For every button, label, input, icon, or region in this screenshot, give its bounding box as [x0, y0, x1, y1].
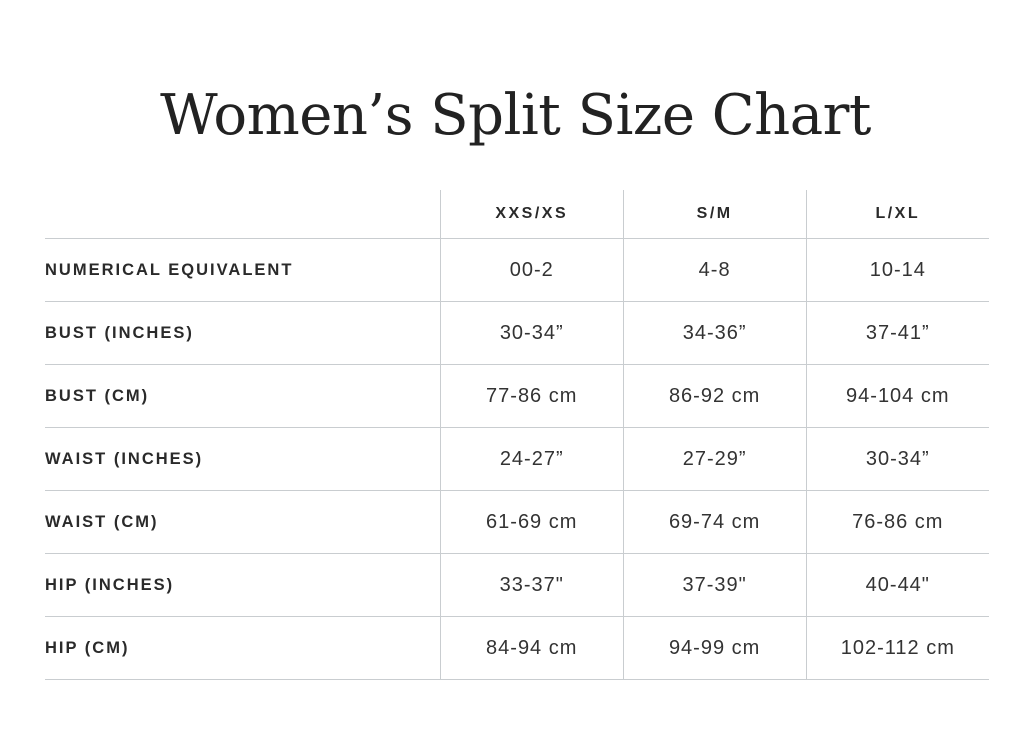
header-cell-s-m: S/M: [623, 190, 806, 239]
size-chart-table: [45, 190, 989, 680]
table-cell: 61-69 cm: [440, 491, 623, 554]
row-label: BUST (CM): [45, 365, 440, 428]
table-cell: 94-104 cm: [806, 365, 989, 428]
table-cell: 30-34”: [806, 428, 989, 491]
table-cell: 27-29”: [623, 428, 806, 491]
header-cell-xxs-xs: XXS/XS: [440, 190, 623, 239]
table-cell: 76-86 cm: [806, 491, 989, 554]
table-cell: 102-112 cm: [806, 617, 989, 680]
row-label: HIP (INCHES): [45, 554, 440, 617]
table-cell: 40-44": [806, 554, 989, 617]
table-row: [45, 365, 989, 428]
table-cell: 84-94 cm: [440, 617, 623, 680]
table-cell: 77-86 cm: [440, 365, 623, 428]
table-row: [45, 239, 989, 302]
header-row: [45, 190, 989, 239]
table-row: [45, 617, 989, 680]
table-cell: 33-37": [440, 554, 623, 617]
table-cell: 69-74 cm: [623, 491, 806, 554]
header-cell-empty: [45, 190, 440, 239]
table-cell: 24-27”: [440, 428, 623, 491]
table-cell: 34-36”: [623, 302, 806, 365]
table-cell: 10-14: [806, 239, 989, 302]
table-cell: 00-2: [440, 239, 623, 302]
table-cell: 4-8: [623, 239, 806, 302]
row-label: BUST (INCHES): [45, 302, 440, 365]
table-row: [45, 554, 989, 617]
table-cell: 37-41”: [806, 302, 989, 365]
table-body: [45, 239, 989, 680]
table-row: [45, 491, 989, 554]
table-row: [45, 302, 989, 365]
page-title: Women’s Split Size Chart: [160, 83, 871, 148]
row-label: WAIST (CM): [45, 491, 440, 554]
table-header: [45, 190, 989, 239]
row-label: WAIST (INCHES): [45, 428, 440, 491]
row-label: HIP (CM): [45, 617, 440, 680]
table-cell: 86-92 cm: [623, 365, 806, 428]
header-cell-l-xl: L/XL: [806, 190, 989, 239]
table-cell: 37-39": [623, 554, 806, 617]
row-label: NUMERICAL EQUIVALENT: [45, 239, 440, 302]
table-cell: 94-99 cm: [623, 617, 806, 680]
table-cell: 30-34”: [440, 302, 623, 365]
table-row: [45, 428, 989, 491]
